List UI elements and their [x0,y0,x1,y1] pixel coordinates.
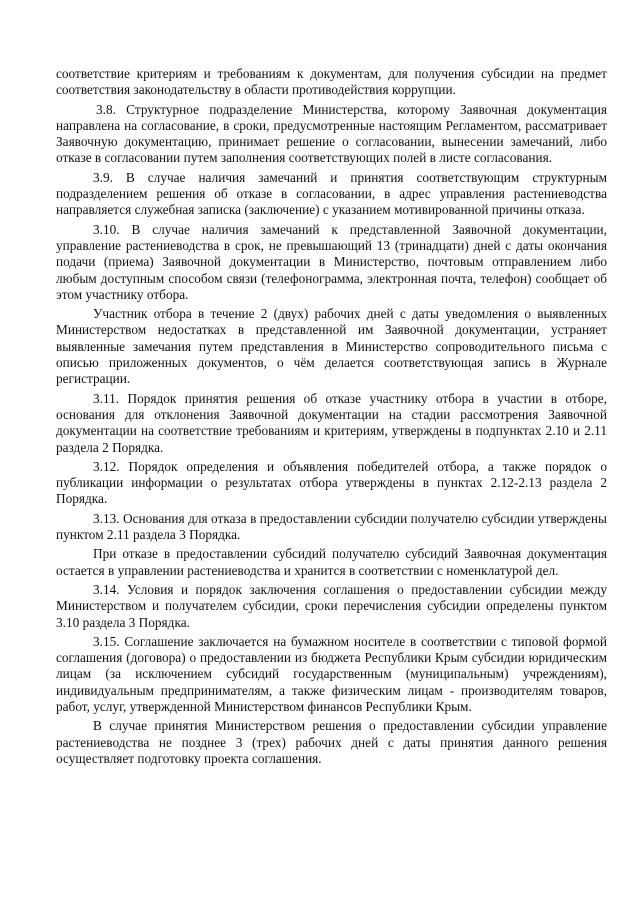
paragraph-continuation: соответствие критериям и требованиям к документам, для получения субсидии на предмет соответствия законодательству в области противодействия коррупции. [56,66,607,98]
paragraph-3-15: 3.15. Соглашение заключается на бумажном носителе в соответствии с типовой формой соглашения (договора) о предоставлении из бюджета Республики Крым субсидии юридическим лицам (за исключением субсидий государственным (муниципальным) учреждениям), индивидуальным предпринимателям, а также физическим лицам - производителям товаров, работ, услуг, утвержденной Министерством финансов Республики Крым. [56,633,607,714]
document-body [56,66,607,770]
paragraph-3-9: 3.9. В случае наличия замечаний и принятия соответствующим структурным подразделением решения об отказе в согласовании, в адрес управления растениеводства направляется служебная записка (заключение) с указанием мотивированной причины отказа. [56,169,607,218]
paragraph-3-11: 3.11. Порядок принятия решения об отказе участнику отбора в участии в отборе, основания для отклонения Заявочной документации на стадии рассмотрения Заявочной документации на соответствие требованиям и критериям, утверждены в подпунктах 2.10 и 2.11 раздела 2 Порядка. [56,390,607,455]
paragraph-3-14: 3.14. Условия и порядок заключения соглашения о предоставлении субсидии между Министерством и получателем субсидии, сроки перечисления субсидии определены пунктом 3.10 раздела 3 Порядка. [56,581,607,630]
paragraph-3-13: 3.13. Основания для отказа в предоставлении субсидии получателю субсидии утверждены пунктом 2.11 раздела 3 Порядка. [56,510,607,543]
paragraph-3-8: 3.8. Структурное подразделение Министерства, которому Заявочная документация направлена на согласование, в сроки, предусмотренные настоящим Регламентом, рассматривает Заявочную документацию, принимает решение о согласовании, вынесении замечаний, либо отказе в согласовании путем заполнения соответствующих полей в листе согласования. [56,101,607,166]
paragraph-3-12: 3.12. Порядок определения и объявления победителей отбора, а также порядок о публикации информации о результатах отбора утверждены в пунктах 2.12-2.13 раздела 2 Порядка. [56,458,607,507]
paragraph-participant: Участник отбора в течение 2 (двух) рабочих дней с даты уведомления о выявленных Министерством недостатках в представленной им Заявочной документации, устраняет выявленные замечания путем представления в Министерство сопроводительного письма с описью приложенных документов, о чём делается соответствующая запись в Журнале регистрации. [56,306,607,387]
paragraph-3-10: 3.10. В случае наличия замечаний к представленной Заявочной документации, управление растениеводства в срок, не превышающий 13 (тринадцати) дней с даты окончания подачи (приема) Заявочной документации в Министерство, почтовым отправлением либо любым доступным способом связи (телефонограмма, электронная почта, телефон) сообщает об этом участнику отбора. [56,221,607,302]
paragraph-decision: В случае принятия Министерством решения о предоставлении субсидии управление растениеводства не позднее 3 (трех) рабочих дней с даты принятия данного решения осуществляет подготовку проекта соглашения. [56,718,607,766]
paragraph-refusal: При отказе в предоставлении субсидий получателю субсидий Заявочная документация остается в управлении растениеводства и хранится в соответствии с номенклатурой дел. [56,546,607,578]
